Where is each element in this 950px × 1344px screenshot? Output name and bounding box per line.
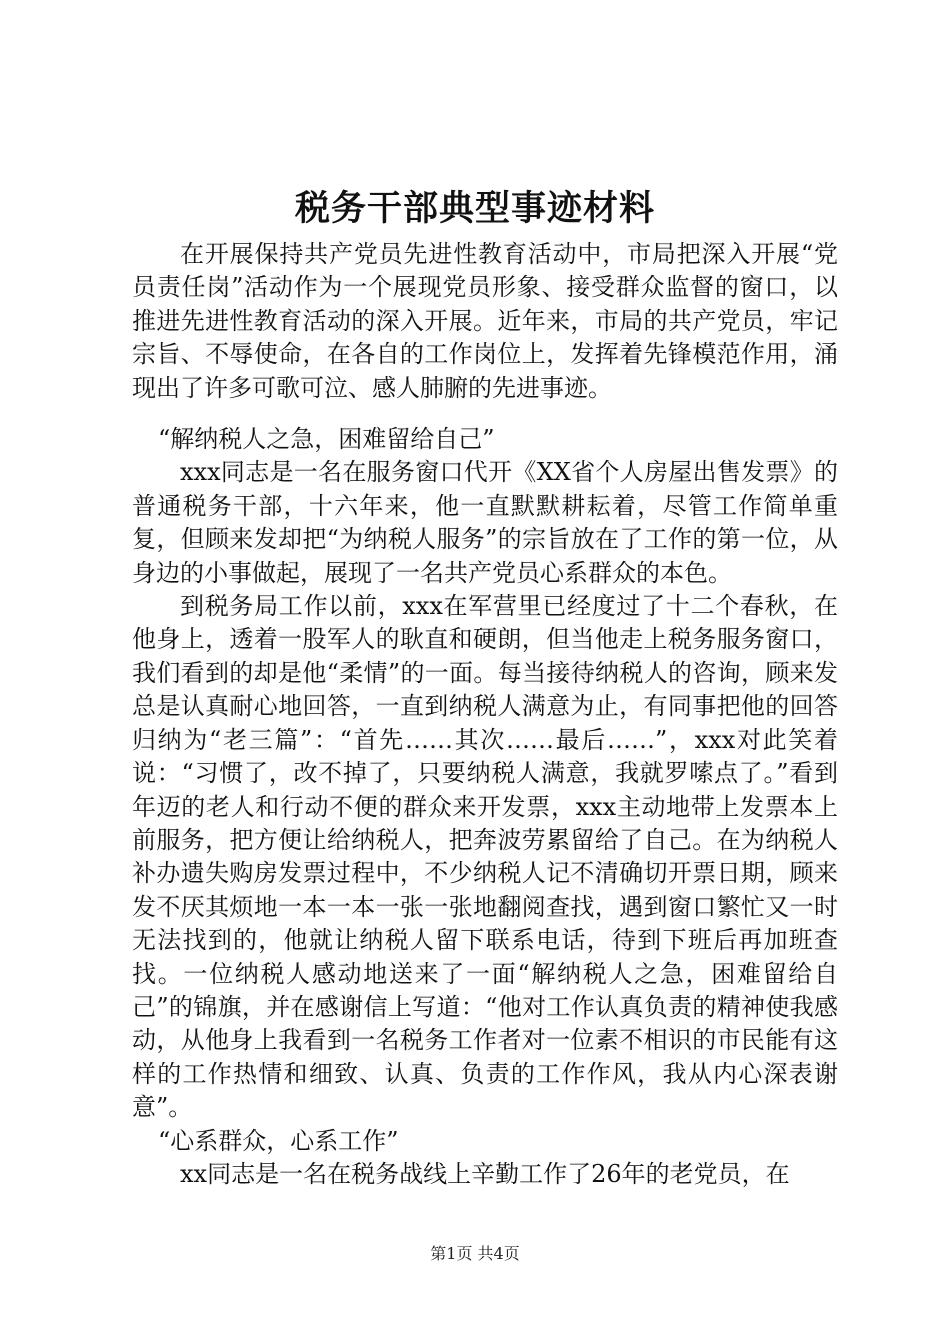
intro-paragraph: 在开展保持共产党员先进性教育活动中，市局把深入开展“党员责任岗”活动作为一个展现党员形象、接受群众监督的窗口，以推进先进性教育活动的深入开展。近年来，市局的共产党员，牢记宗旨、不辱使命，在各自的工作岗位上，发挥着先锋模范作用，涌现出了许多可歌可泣、感人肺腑的先进事迹。: [132, 240, 838, 402]
document-body: [132, 238, 838, 1191]
body-paragraph-3: xx同志是一名在税务战线上辛勤工作了26年的老党员，在: [180, 1159, 790, 1188]
page-footer: 第1页 共4页: [430, 1244, 520, 1263]
document-title: 税务干部典型事迹材料: [294, 189, 655, 229]
body-paragraph-1: xxx同志是一名在服务窗口代开《XX省个人房屋出售发票》的普通税务干部，十六年来，他一直默默耕耘着，尽管工作简单重复，但顾来发却把“为纳税人服务”的宗旨放在了工作的第一位，从身边的小事做起，展现了一名共产党员心系群众的本色。: [132, 458, 838, 587]
body-paragraph-2: 到税务局工作以前，xxx在军营里已经度过了十二个春秋，在他身上，透着一股军人的耿直和硬朗，但当他走上税务服务窗口，我们看到的却是他“柔情”的一面。每当接待纳税人的咨询，顾来发总是认真耐心地回答，一直到纳税人满意为止，有同事把他的回答归纳为“老三篇”：“首先……其次……最后……”，xxx对此笑着说：“习惯了，改不掉了，只要纳税人满意，我就罗嗦点了。”看到年迈的老人和行动不便的群众来开发票，xxx主动地带上发票本上前服务，把方便让给纳税人，把奔波劳累留给了自己。在为纳税人补办遗失购房发票过程中，不少纳税人记不清确切开票日期，顾来发不厌其烦地一本一本一张一张地翻阅查找，遇到窗口繁忙又一时无法找到的，他就让纳税人留下联系电话，待到下班后再加班查找。一位纳税人感动地送来了一面“解纳税人之急，困难留给自己”的锦旗，并在感谢信上写道：“他对工作认真负责的精神使我感动，从他身上我看到一名税务工作者对一位素不相识的市民能有这样的工作热情和细致、认真、负责的工作作风，我从内心深表谢意”。: [132, 592, 838, 1122]
section-heading-1: “解纳税人之急，困难留给自己”: [158, 425, 495, 454]
section-heading-2: “心系群众，心系工作”: [158, 1126, 399, 1155]
